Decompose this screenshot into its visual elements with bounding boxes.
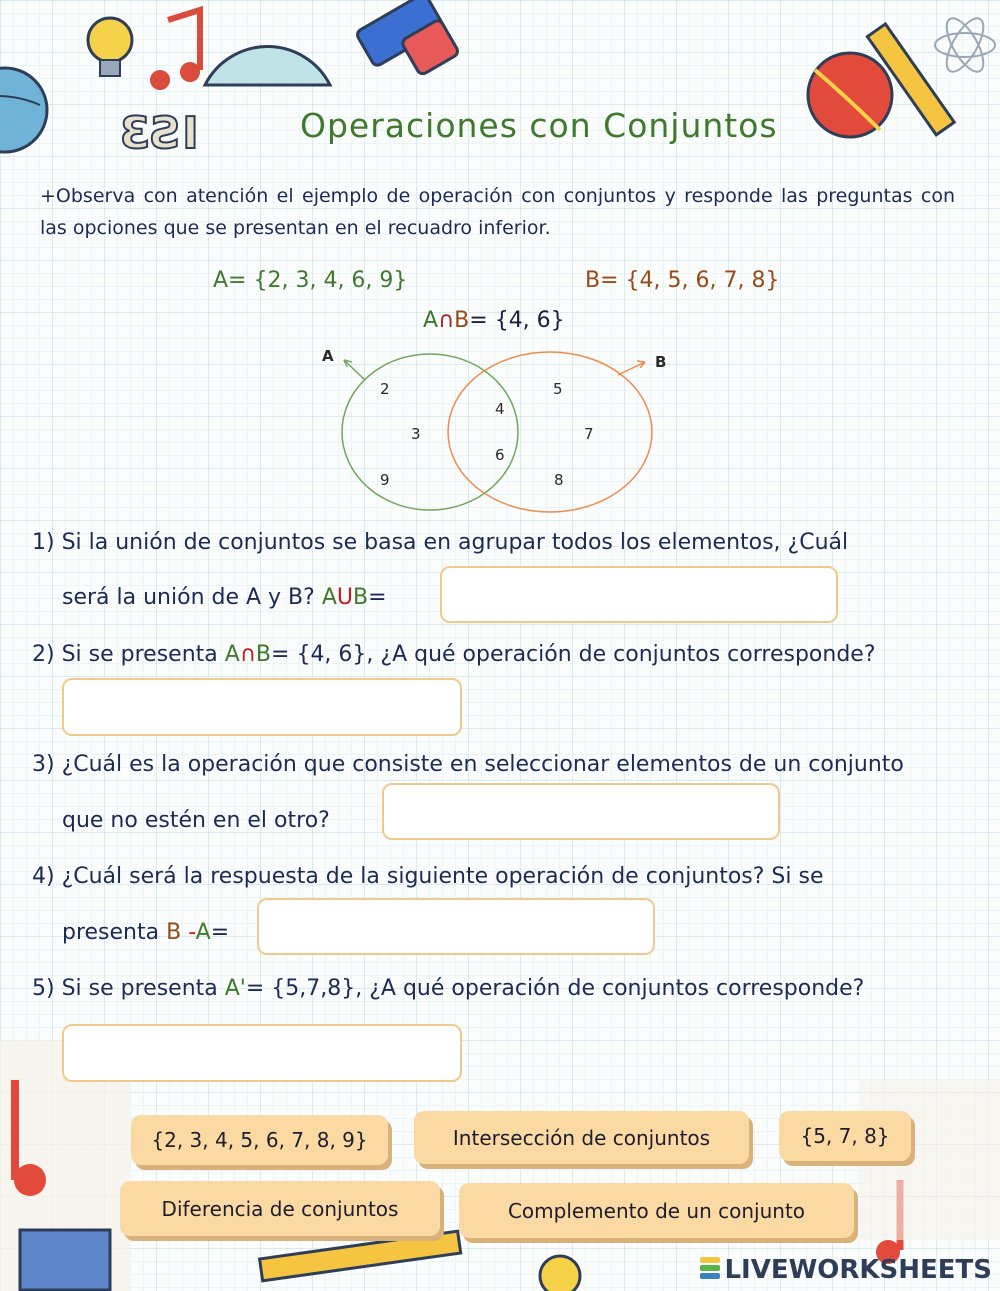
numbers-123-icon	[120, 108, 199, 159]
option-chip[interactable]: {5, 7, 8}	[779, 1111, 911, 1161]
set-b-definition: B= {4, 5, 6, 7, 8}	[585, 268, 780, 293]
page-title: Operaciones con Conjuntos	[300, 106, 778, 145]
lightbulb-icon	[540, 1256, 580, 1291]
answer-box-1[interactable]	[440, 566, 838, 623]
liveworksheets-logo-icon	[700, 1257, 720, 1281]
intersection-symbol: ∩	[438, 308, 455, 333]
venn-value: 4	[495, 400, 505, 418]
answer-box-4[interactable]	[257, 898, 655, 955]
venn-diagram	[300, 340, 700, 520]
venn-value: 7	[584, 425, 594, 443]
venn-value: 6	[495, 446, 505, 464]
question-3-line-1: 3) ¿Cuál es la operación que consiste en seleccionar elementos de un conjunto	[32, 752, 904, 777]
venn-arrow-a	[344, 360, 365, 380]
venn-label-b: B	[655, 353, 667, 371]
question-3-line-2: que no estén en el otro?	[62, 808, 330, 833]
venn-label-a: A	[322, 347, 334, 365]
venn-value: 2	[380, 380, 390, 398]
venn-value: 5	[553, 380, 563, 398]
question-5: 5) Si se presenta A'= {5,7,8}, ¿A qué operación de conjuntos corresponde?	[32, 976, 865, 1001]
eraser-icon	[355, 0, 459, 76]
venn-arrow-b	[618, 362, 645, 375]
venn-value: 3	[411, 425, 421, 443]
question-4-line-1: 4) ¿Cuál será la respuesta de la siguiente operación de conjuntos? Si se	[32, 864, 824, 889]
brand-name: LIVEWORKSHEETS	[724, 1255, 992, 1285]
music-note-icon	[150, 10, 200, 90]
intersection-b: B	[454, 308, 470, 333]
protractor-icon	[205, 47, 330, 85]
ball-icon	[808, 53, 892, 137]
pencil-icon	[260, 1231, 461, 1281]
instructions-text: +Observa con atención el ejemplo de operación con conjuntos y responde las preguntas con las opciones que se presentan en el recuadro inferior.	[40, 185, 955, 239]
book-icon	[20, 1230, 110, 1290]
answer-box-3[interactable]	[382, 783, 780, 840]
intersection-definition	[423, 308, 565, 333]
atom-icon	[935, 13, 995, 77]
answer-box-5[interactable]	[62, 1024, 462, 1082]
option-chip[interactable]: Intersección de conjuntos	[414, 1111, 749, 1164]
venn-circle-a	[342, 354, 518, 510]
intersection-value: = {4, 6}	[469, 308, 565, 333]
set-a-definition: A= {2, 3, 4, 6, 9}	[213, 268, 408, 293]
venn-value: 8	[554, 471, 564, 489]
question-2: 2) Si se presenta A∩B= {4, 6}, ¿A qué operación de conjuntos corresponde?	[32, 642, 876, 667]
option-chip[interactable]: Diferencia de conjuntos	[120, 1181, 440, 1236]
venn-value: 9	[380, 471, 390, 489]
globe-icon	[0, 68, 47, 152]
intersection-a: A	[423, 308, 439, 333]
question-4-line-2: presenta B -A=	[62, 920, 230, 945]
option-chip[interactable]: {2, 3, 4, 5, 6, 7, 8, 9}	[131, 1115, 388, 1165]
answer-box-2[interactable]	[62, 678, 462, 736]
venn-circle-b	[448, 352, 652, 512]
svg-text:ƐƧI: ƐƧI	[120, 108, 199, 159]
question-1-line-2: será la unión de A y B? AUB=	[62, 585, 387, 610]
question-1-line-1: 1) Si la unión de conjuntos se basa en agrupar todos los elementos, ¿Cuál	[32, 530, 849, 555]
option-chip[interactable]: Complemento de un conjunto	[459, 1183, 854, 1238]
lightbulb-icon	[88, 18, 132, 76]
